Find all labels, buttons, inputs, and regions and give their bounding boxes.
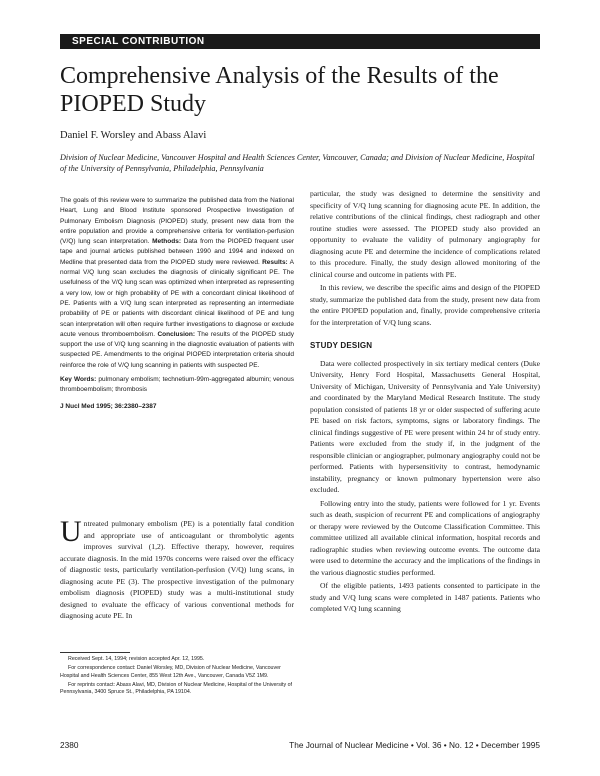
body-paragraph: Following entry into the study, patients were followed for 1 yr. Events such as death, suspicion of recurrent PE and complications of angiography or therapy were reviewed by the Outcome Classification Committee. This committee utilized all available clinical information, hospital records and radiographic studies when reviewing outcome events. The outcome data were used to determine the accuracy and the implications of the findings in the various diagnostic studies performed. — [310, 498, 540, 577]
footnote-rule — [60, 652, 130, 653]
conclusion-label: Conclusion: — [157, 330, 195, 338]
article-authors: Daniel F. Worsley and Abass Alavi — [60, 130, 207, 141]
abstract — [60, 196, 294, 416]
results-label: Results: — [262, 258, 288, 266]
footnote-received: Received Sept. 14, 1994; revision accepted Apr. 12, 1995. — [68, 656, 205, 662]
abstract-paragraph — [60, 196, 294, 371]
methods-text: Data from the PIOPED frequent user tape and journal articles published between 1990 and 1994 and indexed on Medline that presented data from the PIOPED study were reviewed. — [60, 238, 294, 266]
keywords-text: pulmonary embolism; technetium-99m-aggregated albumin; venous thromboembolism; thrombosis — [60, 376, 294, 394]
body-paragraph: In this review, we describe the specific aims and design of the PIOPED study, summarize the published data from the study, present new data from the entire PIOPED population and, finally, provide comprehensive criteria for the interpretation of V/Q lung scans. — [310, 283, 540, 327]
body-paragraph: Data were collected prospectively in six tertiary medical centers (Duke University, Henry Ford Hospital, Massachusetts General Hospital, University of Michigan, University of Pennsylvania and Yale University) and coordinated by the Maryland Medical Research Institute. The study population consisted of patients 18 yr or older suspected of suffering acute PE based on risk factors, symptoms, signs or laboratory findings. The clinical findings suggestive of PE were present within 24 hr of study entry. Patients were excluded from the study if, in the judgment of the responsible clinician or angiographer, pulmonary angiography could not be performed. Patients with hypersensitivity to contrast, hemodynamic instability, pregnancy or known pulmonary hypertension were also excluded. — [310, 358, 540, 494]
intro-paragraph — [60, 515, 294, 622]
keywords — [60, 375, 294, 396]
right-column — [310, 188, 540, 617]
conclusion-text: The results of the PIOPED study support the use of V/Q lung scanning in the diagnostic evaluation of patients with suspected PE. Amendments to the original PIOPED interpretation criteria should reinforce the role of V/Q lung scanning in patients with suspected PE. — [60, 330, 294, 369]
body-paragraph: particular, the study was designed to determine the sensitivity and specificity of V/Q lung scanning for diagnosing acute PE. In addition, the relative contributions of the clinical findings, chest radiograph and other routine studies were assessed. The PIOPED study also provided an opportunity to evaluate the validity of pulmonary angiography for diagnosing acute PE and determine the incidence of complications related to this procedure. Finally, the study design allowed monitoring of the clinical course and outcome in patients with PE. — [310, 189, 540, 279]
methods-label: Methods: — [152, 238, 181, 246]
article-affiliation: Division of Nuclear Medicine, Vancouver Hospital and Health Sciences Center, Vancouver, Canada; and Division of Nuclear Medicine, Hospital of the University of Pennsylvania, Philadelphia, Pennsylvania — [60, 153, 535, 173]
abstract-goals: The goals of this review were to summarize the published data from the National Heart, Lung and Blood Institute sponsored Prospective Investigation of Pulmonary Embolism Diagnosis (PIOPED) study, present new data from the entire population and provide a comprehensive criteria for ventilation-perfusion (V/Q) lung scan interpretation. — [60, 197, 294, 246]
intro-text: ntreated pulmonary embolism (PE) is a potentially fatal condition and appropriate use of anticoagulant or thrombolytic agents improves survival (1,2). Effective therapy, however, requires accurate diagnosis. In the mid 1970s concerns were raised over the efficacy of diagnostic tests, particularly ventilation-perfusion (V/Q) lung scans, in diagnosing acute PE (3). The prospective investigation of the pulmonary embolism diagnosis (PIOPED) study was a multi-institutional study designed to evaluate the efficacy of various conventional methods for diagnosing acute PE. In — [60, 519, 294, 620]
section-label: SPECIAL CONTRIBUTION — [60, 34, 540, 49]
page-footer — [60, 740, 540, 752]
footnotes — [60, 652, 294, 698]
citation: J Nucl Med 1995; 36:2380–2387 — [60, 402, 157, 410]
body-paragraph: Of the eligible patients, 1493 patients consented to participate in the study and V/Q lung scans were completed in 1487 patients. Patients who completed V/Q lung scanning — [310, 581, 540, 613]
journal-info: The Journal of Nuclear Medicine • Vol. 36 • No. 12 • December 1995 — [289, 740, 540, 750]
keywords-label: Key Words: — [60, 376, 97, 384]
page-number: 2380 — [60, 740, 79, 750]
section-heading-study-design: STUDY DESIGN — [310, 341, 373, 350]
drop-cap: U — [60, 515, 82, 548]
results-text: A normal V/Q lung scan excludes the diagnosis of clinically significant PE. The usefulness of the V/Q lung scan was optimized when interpreted as representing a very low, low or high probability of PE with a concordant clinical likelihood of PE. Patients with a V/Q lung scan interpreted as representing an intermediate probability of PE or patients with discordant clinical likelihood of PE and lung scan interpretation will often require further investigations to diagnose or exclude acute venous thromboembolism. — [60, 258, 295, 338]
footnote-reprints: For reprints contact: Abass Alavi, MD, Division of Nuclear Medicine, Hospital of the University of Pennsylvania, 3400 Spruce St., Philadelphia, PA 19104. — [60, 681, 293, 696]
article-title: Comprehensive Analysis of the Results of the PIOPED Study — [60, 63, 499, 117]
footnote-correspondence: For correspondence contact: Daniel Worsley, MD, Division of Nuclear Medicine, Vancouver Hospital and Health Sciences Center, 855 West 12th Ave., Vancouver, Canada V5Z 1M9. — [60, 665, 281, 679]
